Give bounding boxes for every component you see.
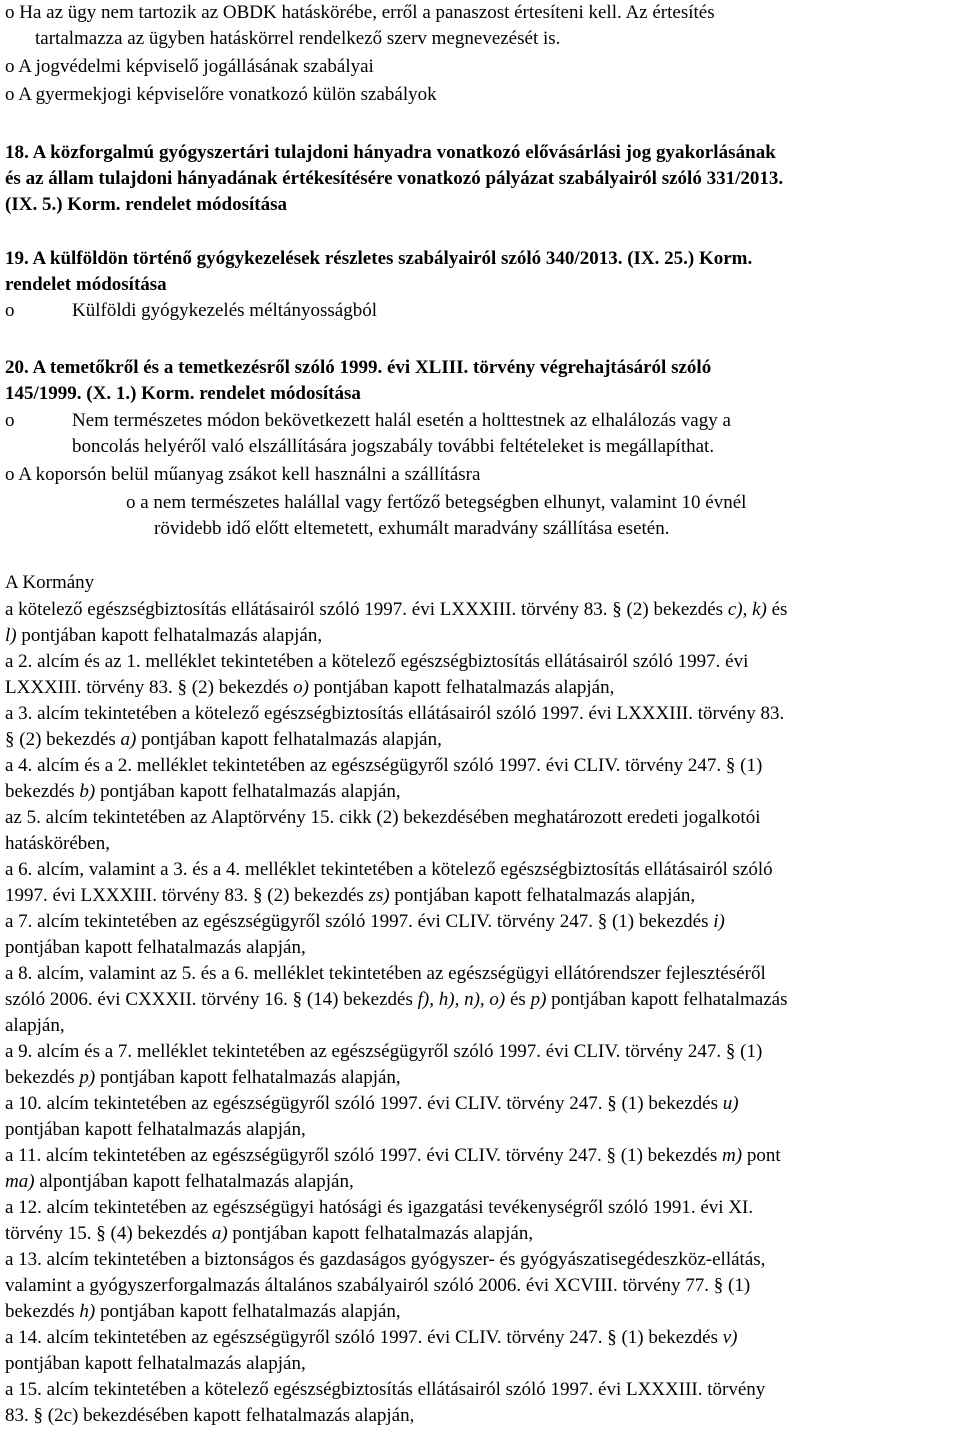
text-line: o A gyermekjogi képviselőre vonatkozó külön szabályok (5, 84, 437, 105)
preamble-title: A Kormány (5, 572, 95, 593)
legal-basis-line (5, 987, 957, 1013)
bullet-line: o a nem természetes halállal vagy fertőző betegségben elhunyt, valamint 10 évnél (126, 492, 747, 513)
italic-text: b) (79, 781, 96, 802)
italic-text: p) (79, 1067, 96, 1088)
section-20-bullet-3 (5, 490, 746, 542)
legal-basis-line (5, 701, 957, 727)
text-segment: alpontjában kapott felhatalmazás alapján, (34, 1171, 354, 1192)
text-segment: 1997. évi LXXXIII. törvény 83. § (2) bekezdés (5, 885, 369, 906)
legal-basis-line (5, 1351, 957, 1377)
italic-text: v) (722, 1327, 738, 1348)
legal-basis-line (5, 1273, 957, 1299)
section-19-heading (5, 246, 957, 298)
text-segment: pontjában kapott felhatalmazás alapján, (95, 1301, 401, 1322)
legal-basis-line (5, 857, 957, 883)
legal-basis-line (5, 909, 957, 935)
legal-basis-line (5, 753, 957, 779)
italic-text: zs) (368, 885, 390, 906)
text-segment: LXXXIII. törvény 83. § (2) bekezdés (5, 677, 294, 698)
text-segment: és (766, 599, 788, 620)
legal-basis-line (5, 961, 957, 987)
italic-text: c), k) (727, 599, 767, 620)
legal-basis-line (5, 935, 957, 961)
bullet-marker: o (5, 300, 15, 321)
text-segment: a 2. alcím és az 1. melléklet tekintetében a kötelező egészségbiztosítás ellátásairól szóló 1997. évi (5, 651, 749, 672)
heading-line: 18. A közforgalmú gyógyszertári tulajdoni hányadra vonatkozó elővásárlási jog gyakorlásának (5, 142, 776, 163)
text-segment: bekezdés (5, 1067, 80, 1088)
heading-line: (IX. 5.) Korm. rendelet módosítása (5, 194, 287, 215)
text-line: tartalmazza az ügyben hatáskörrel rendelkező szerv megnevezését is. (35, 28, 561, 49)
italic-text: h) (79, 1301, 96, 1322)
legal-basis-line (5, 675, 957, 701)
legal-basis-line (5, 1013, 957, 1039)
bullet-line: o A koporsón belül műanyag zsákot kell használni a szállításra (5, 464, 481, 485)
section-18-heading (5, 140, 957, 218)
bullet-line: rövidebb idő előtt eltemetett, exhumált maradvány szállítása esetén. (154, 518, 670, 539)
legal-basis-line (5, 779, 957, 805)
intro-bullet-1 (5, 0, 957, 52)
italic-text: f), h), n), o) (417, 989, 506, 1010)
text-segment: bekezdés (5, 1301, 80, 1322)
italic-text: i) (713, 911, 725, 932)
italic-text: a) (120, 729, 137, 750)
heading-line: és az állam tulajdoni hányadának értékesítésére vonatkozó pályázat szabályairól szóló 331/2013. (5, 168, 784, 189)
text-segment: pontjában kapott felhatalmazás alapján, (227, 1223, 534, 1244)
legal-basis-line (5, 1221, 957, 1247)
legal-basis-list (5, 597, 957, 1429)
text-segment: pontjában kapott felhatalmazás alapján, (5, 1353, 306, 1374)
text-segment: a 10. alcím tekintetében az egészségügyről szóló 1997. évi CLIV. törvény 247. § (1) bekezdés (5, 1093, 723, 1114)
bullet-marker: o (5, 410, 15, 431)
text-segment: 83. § (2c) bekezdésében kapott felhatalmazás alapján, (5, 1405, 415, 1426)
legal-basis-line (5, 727, 957, 753)
text-segment: pontjában kapott felhatalmazás alapján, (16, 625, 323, 646)
text-segment: a 15. alcím tekintetében a kötelező egészségbiztosítás ellátásairól szóló 1997. évi LXXXIII. törvény (5, 1379, 766, 1400)
section-19-bullet (5, 298, 377, 324)
text-segment: szóló 2006. évi CXXXII. törvény 16. § (14) bekezdés (5, 989, 418, 1010)
text-segment: a 9. alcím és a 7. melléklet tekintetében az egészségügyről szóló 1997. évi CLIV. törvény 247. § (1) (5, 1041, 763, 1062)
text-segment: pontjában kapott felhatalmazás alapján, (5, 1119, 306, 1140)
text-segment: valamint a gyógyszerforgalmazás általános szabályairól szóló 2006. évi XCVIII. törvény 77. § (1) (5, 1275, 751, 1296)
legal-basis-line (5, 831, 957, 857)
legal-basis-line (5, 1039, 957, 1065)
text-segment: a 6. alcím, valamint a 3. és a 4. melléklet tekintetében a kötelező egészségbiztosítás ellátásairól szóló (5, 859, 773, 880)
legal-basis-line (5, 1325, 957, 1351)
bullet-line (5, 298, 377, 324)
text-segment: a 3. alcím tekintetében a kötelező egészségbiztosítás ellátásairól szóló 1997. évi LXXXIII. törvény 83. (5, 703, 785, 724)
text-segment: pontjában kapott felhatalmazás alapján, (95, 781, 401, 802)
text-segment: a 7. alcím tekintetében az egészségügyről szóló 1997. évi CLIV. törvény 247. § (1) bekezdés (5, 911, 714, 932)
text-segment: pontjában kapott felhatalmazás alapján, (389, 885, 696, 906)
text-segment: pontjában kapott felhatalmazás alapján, (308, 677, 615, 698)
legal-basis-line (5, 1091, 957, 1117)
italic-text: ma) (5, 1171, 35, 1192)
legal-basis-line (5, 1169, 957, 1195)
section-20-bullet-2 (5, 462, 480, 488)
legal-basis-line (5, 1195, 957, 1221)
text-segment: és (505, 989, 531, 1010)
text-segment: a 13. alcím tekintetében a biztonságos és gazdaságos gyógyszer- és gyógyászatisegédeszköz-ellátás, (5, 1249, 766, 1270)
bullet-line: boncolás helyéről való elszállítására jogszabály további feltételeket is megállapíthat. (72, 436, 715, 457)
text-segment: pontjában kapott felhatalmazás alapján, (5, 937, 306, 958)
text-segment: pontjában kapott felhatalmazás alapján, (136, 729, 442, 750)
text-segment: az 5. alcím tekintetében az Alaptörvény 15. cikk (2) bekezdésében meghatározott eredeti jogalkotói (5, 807, 761, 828)
bullet-text: Nem természetes módon bekövetkezett halál esetén a holttestnek az elhalálozás vagy a (72, 410, 731, 431)
legal-basis-line (5, 623, 957, 649)
text-segment: hatáskörében, (5, 833, 110, 854)
legal-basis-line (5, 1403, 957, 1429)
heading-line: 20. A temetőkről és a temetkezésről szóló 1999. évi XLIII. törvény végrehajtásáról szóló (5, 357, 712, 378)
legal-basis-line (5, 1247, 957, 1273)
legal-basis-line (5, 1299, 957, 1325)
text-segment: bekezdés (5, 781, 80, 802)
heading-line: rendelet módosítása (5, 274, 167, 295)
text-segment: a kötelező egészségbiztosítás ellátásairól szóló 1997. évi LXXXIII. törvény 83. § (2) bekezdés (5, 599, 728, 620)
legal-basis-line (5, 597, 957, 623)
bullet-line (5, 408, 731, 434)
legal-basis-line (5, 649, 957, 675)
section-20-bullet-1 (5, 408, 731, 460)
heading-line: 145/1999. (X. 1.) Korm. rendelet módosítása (5, 383, 361, 404)
italic-text: u) (722, 1093, 739, 1114)
text-segment: alapján, (5, 1015, 65, 1036)
text-segment: a 14. alcím tekintetében az egészségügyről szóló 1997. évi CLIV. törvény 247. § (1) bekezdés (5, 1327, 723, 1348)
text-segment: törvény 15. § (4) bekezdés (5, 1223, 212, 1244)
legal-basis-line (5, 805, 957, 831)
italic-text: o) (293, 677, 309, 698)
italic-text: l) (5, 625, 17, 646)
section-20-heading (5, 355, 957, 407)
text-segment: pont (742, 1145, 781, 1166)
italic-text: m) (722, 1145, 743, 1166)
text-line: o Ha az ügy nem tartozik az OBDK hatáskörébe, erről a panaszost értesíteni kell. Az értesítés (5, 2, 715, 23)
bullet-text: Külföldi gyógykezelés méltányosságból (72, 300, 377, 321)
intro-bullet-3 (5, 82, 437, 108)
text-line: o A jogvédelmi képviselő jogállásának szabályai (5, 56, 374, 77)
text-segment: a 11. alcím tekintetében az egészségügyről szóló 1997. évi CLIV. törvény 247. § (1) bekezdés (5, 1145, 723, 1166)
italic-text: p) (530, 989, 547, 1010)
legal-basis-line (5, 1377, 957, 1403)
text-segment: a 4. alcím és a 2. melléklet tekintetében az egészségügyről szóló 1997. évi CLIV. törvény 247. § (1) (5, 755, 763, 776)
italic-text: a) (211, 1223, 228, 1244)
text-segment: § (2) bekezdés (5, 729, 121, 750)
legal-basis-line (5, 1143, 957, 1169)
heading-line: 19. A külföldön történő gyógykezelések részletes szabályairól szóló 340/2013. (IX. 25.) Korm. (5, 248, 753, 269)
text-segment: pontjában kapott felhatalmazás (546, 989, 788, 1010)
text-segment: pontjában kapott felhatalmazás alapján, (95, 1067, 401, 1088)
intro-bullet-2 (5, 54, 374, 80)
text-segment: a 12. alcím tekintetében az egészségügyi hatósági és igazgatási tevékenységről szóló 1991. évi XI. (5, 1197, 754, 1218)
legal-basis-line (5, 1117, 957, 1143)
legal-basis-line (5, 1065, 957, 1091)
legal-basis-line (5, 883, 957, 909)
text-segment: a 8. alcím, valamint az 5. és a 6. melléklet tekintetében az egészségügyi ellátórendszer fejlesztéséről (5, 963, 766, 984)
